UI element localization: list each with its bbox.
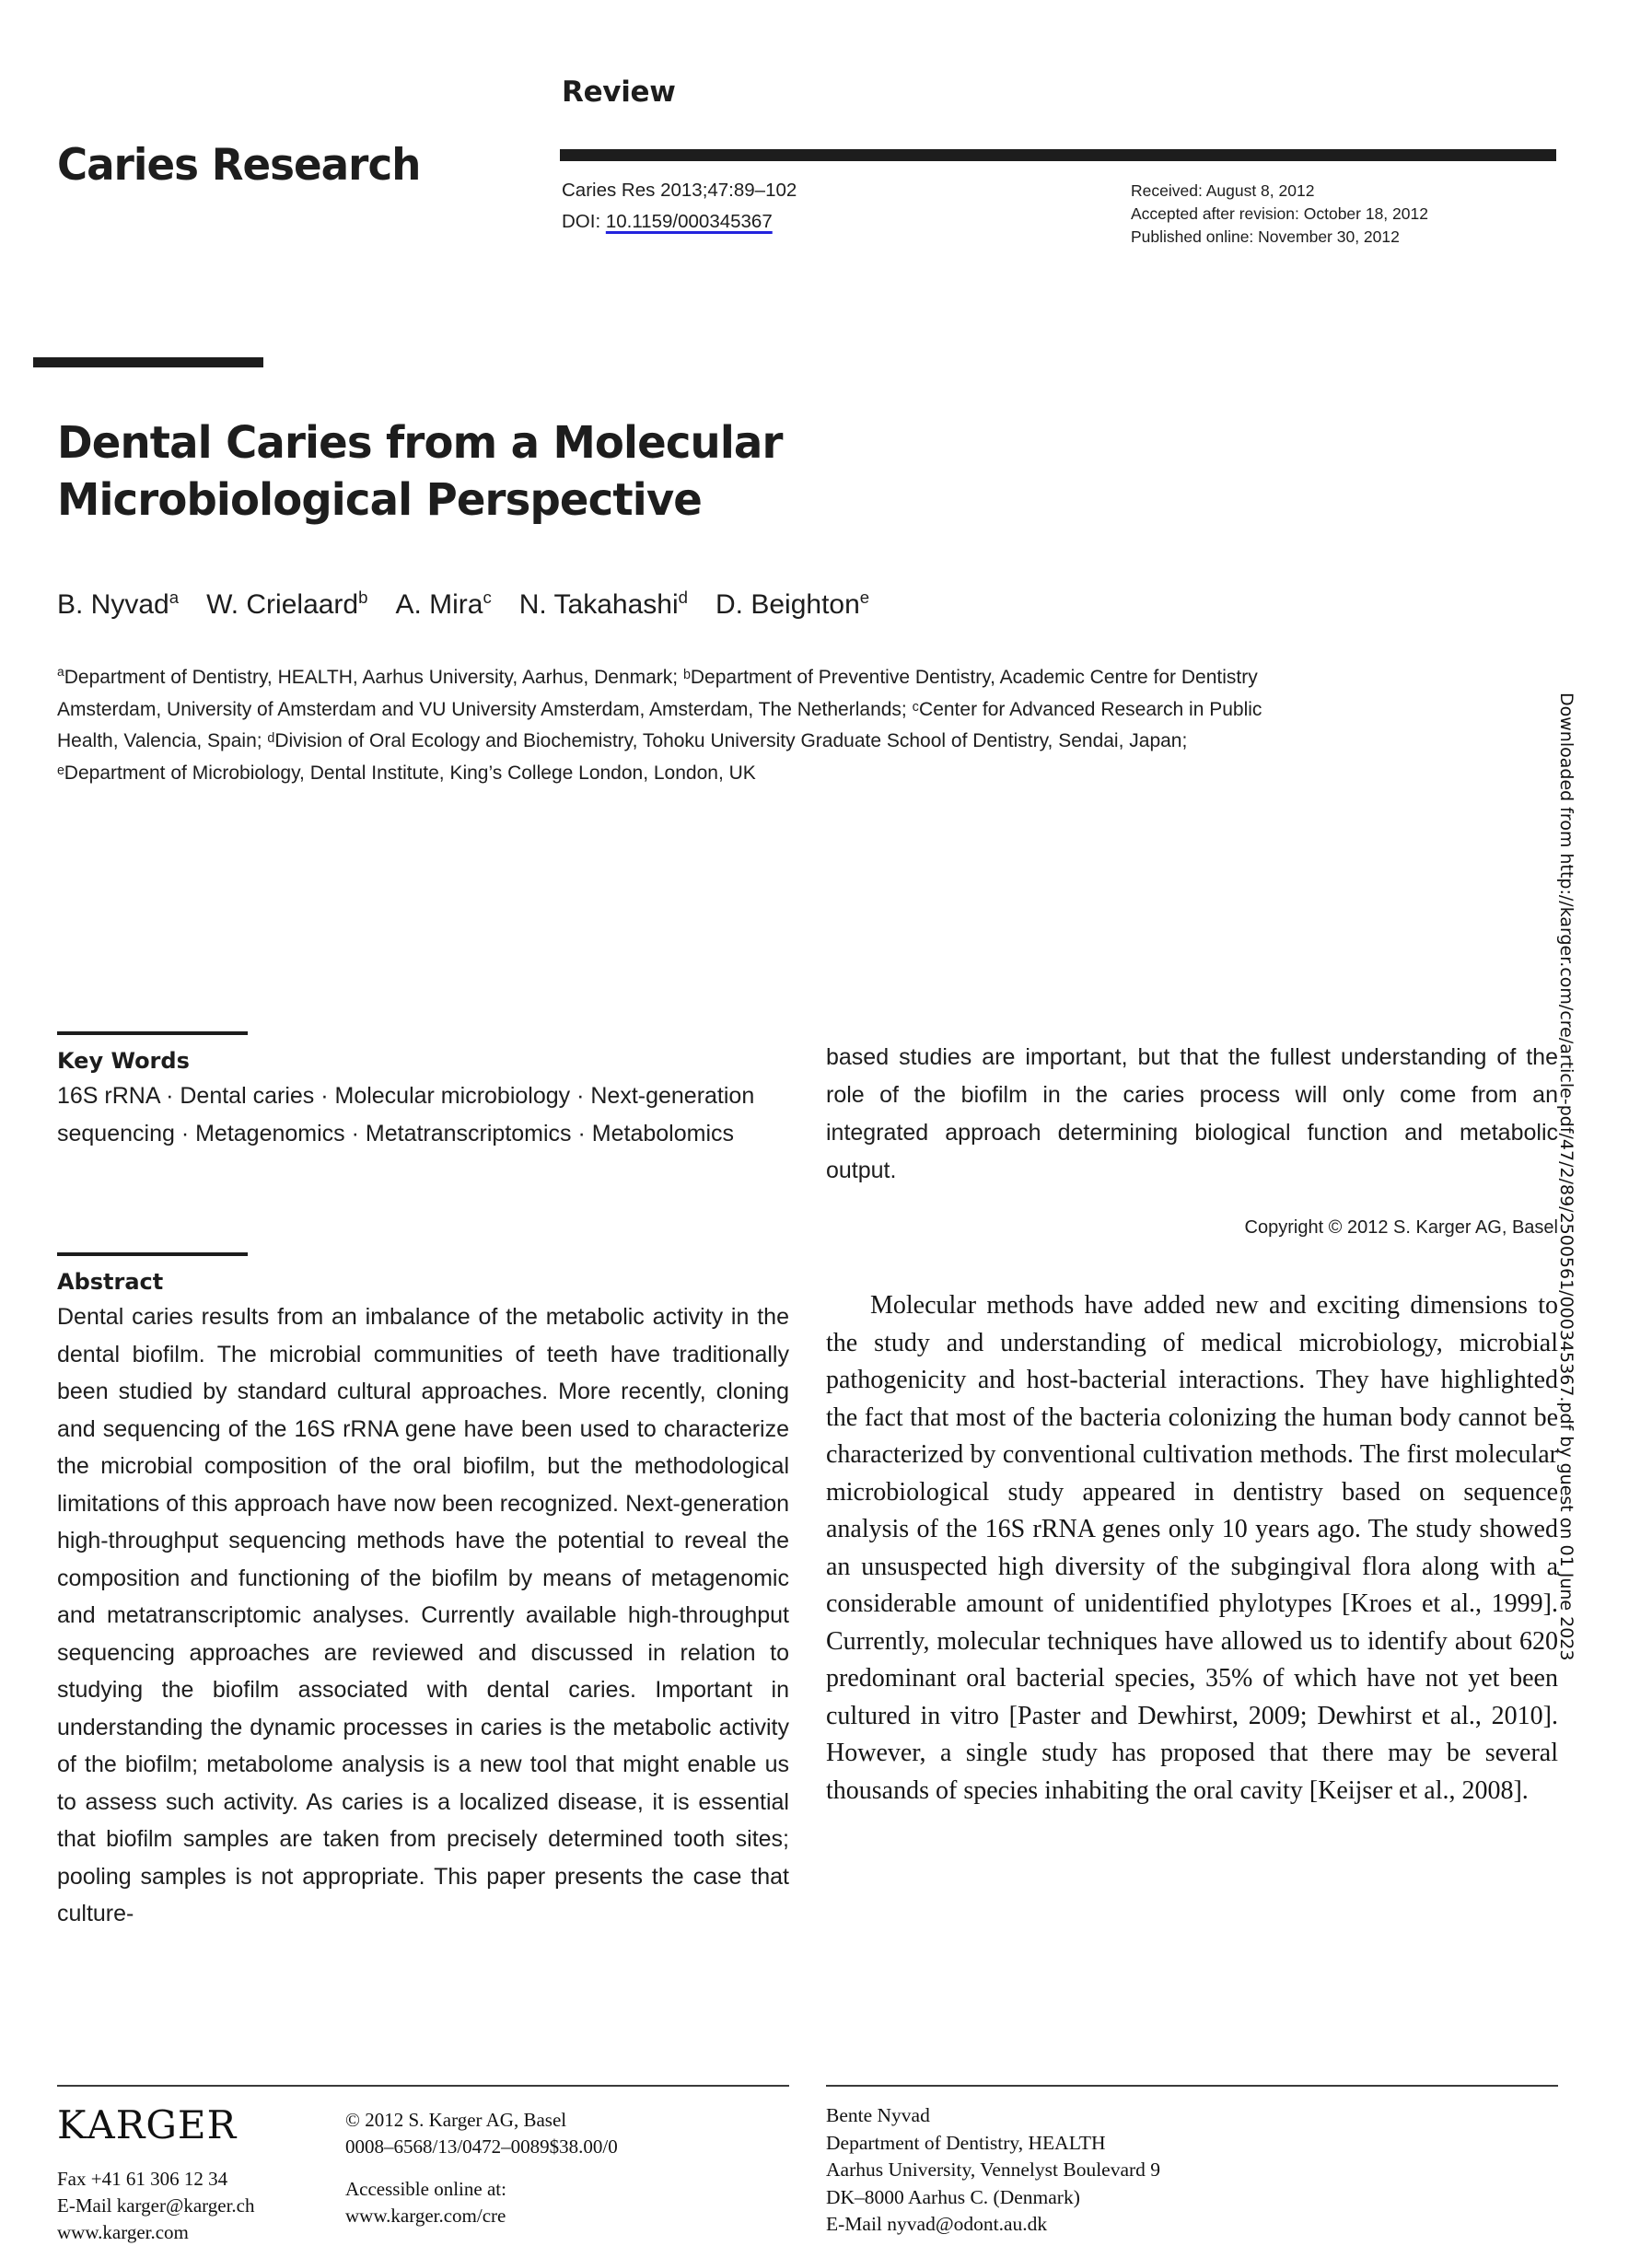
author-affiliation-marker: b [358,588,368,607]
publisher-contact-line: E-Mail karger@karger.ch [57,2194,255,2217]
corresponding-author-line: Aarhus University, Vennelyst Boulevard 9 [826,2159,1161,2181]
abstract-heading: Abstract [57,1269,164,1295]
author-name: D. Beighton$^e$ [715,588,870,620]
journal-masthead-title: Caries Research [57,140,421,191]
abstract-copyright-line: Copyright © 2012 S. Karger AG, Basel [1244,1217,1558,1238]
author-name: B. Nyvad$^a$ [57,588,180,620]
online-access-line: www.karger.com/cre [345,2205,506,2227]
introduction-block [826,1287,1558,1810]
affiliations-block: $^a$Department of Dentistry, HEALTH, Aarhus University, Aarhus, Denmark; ᵇDepartment of Preventive Dentistry, Academic Centre for Dentistry Amsterdam, University of Amsterdam and VU University Amsterdam, Amsterdam, The Netherlands; ᶜCenter for Advanced Research in Public Health, Valencia, Spain; ᵈDivision of Oral Ecology and Biochemistry, Tohoku University Graduate School of Dentistry, Sendai, Japan; ᵉDepartment of Microbiology, Dental Institute, King’s College London, London, UK [57,664,1262,784]
author-affiliation-marker: d [678,588,688,607]
doi-link[interactable]: 10.1159/000345367 [605,211,773,232]
published-date: Published online: November 30, 2012 [1131,227,1400,246]
keywords-heading: Key Words [57,1048,190,1074]
citation-block [562,177,797,236]
author-name: A. Mira$^c$ [395,588,492,620]
karger-logo [57,2102,237,2147]
abstract-continuation-text: based studies are important, but that the fullest understanding of the role of the biofilm in the caries process will only come from an integrated approach determining biological function and metabolic output. [826,1044,1558,1183]
author-affiliation-marker: a [169,588,180,607]
masthead-divider-rule [560,149,1556,161]
abstract-continuation-block [826,1039,1558,1239]
karger-logo-part-one: K [57,2102,87,2147]
doi-line [562,208,797,236]
abstract-divider-rule [57,1252,248,1256]
footer-divider-rule-left [57,2085,789,2087]
online-access-line: Accessible online at: [345,2178,506,2200]
corresponding-author-block [826,2102,1160,2239]
keywords-block [57,1031,789,1153]
doi-label: DOI: [562,211,606,232]
abstract-block [57,1252,789,1933]
corresponding-author-line: Bente Nyvad [826,2104,930,2126]
citation-line: Caries Res 2013;47:89–102 [562,180,797,201]
received-date: Received: August 8, 2012 [1131,181,1315,200]
page-title: Dental Caries from a Molecular Microbiological Perspective [57,417,783,527]
corresponding-author-line: Department of Dentistry, HEALTH [826,2131,1106,2154]
karger-logo-wedge-a: A [87,2102,116,2147]
article-type-label: Review [562,76,676,109]
footer-divider-rule-right [826,2085,1558,2087]
abstract-text: Dental caries results from an imbalance of the metabolic activity in the dental biofilm. The microbial communities of teeth have traditionally been studied by standard cultural approaches. More recently, cloning and sequencing of the 16S rRNA gene have been used to characterize the microbial composition of the oral biofilm, but the methodological limitations of this approach have now been recognized. Next-generation high-throughput sequencing methods have the potential to reveal the composition and functioning of the biofilm by means of metagenomic and metatranscriptomic analyses. Currently available high-throughput sequencing approaches are reviewed and discussed in relation to studying the biofilm associated with dental caries. Important in understanding the dynamic processes in caries is the metabolic activity of the biofilm; metabolome analysis is a new tool that might enable us to assess such activity. As caries is a localized disease, it is essential that biofilm samples are taken from precisely determined tooth sites; pooling samples is not appropriate. This paper presents the case that culture- [57,1304,789,1926]
author-affiliation-marker: c [483,588,492,607]
affiliation-marker: a [57,664,64,679]
introduction-text: Molecular methods have added new and exciting dimensions to the study and understanding of medical microbiology, microbial pathogenicity and host-bacterial interactions. They have highlighted the fact that most of the bacteria colonizing the human body cannot be characterized by conventional cultivation methods. The first molecular microbiological study appeared in dentistry based on sequence analysis of the 16S rRNA genes only 10 years ago. The study showed an unsuspected high diversity of the subgingival flora along with a considerable amount of unidentified phylotypes [Kroes et al., 1999]. Currently, molecular techniques have allowed us to identify about 620 predominant oral bacterial species, 35% of which have not yet been cultured in vitro [Paster and Dewhirst, 2009; Dewhirst et al., 2010]. However, a single study has proposed that there may be several thousands of species inhabiting the oral cavity [Keijser et al., 2008]. [826,1291,1558,1805]
publisher-contact-line: Fax +41 61 306 12 34 [57,2168,228,2190]
author-affiliation-marker: e [859,588,870,607]
keywords-divider-rule [57,1031,248,1035]
publication-dates-block [1131,180,1428,249]
publisher-contact-line: www.karger.com [57,2221,189,2243]
author-name: N. Takahashi$^d$ [518,588,688,620]
publisher-contact-block [57,2166,254,2246]
publisher-copyright-line: © 2012 S. Karger AG, Basel [345,2109,567,2131]
author-list [57,588,869,621]
karger-logo-part-two: RGER [115,2102,238,2147]
online-access-block[interactable] [345,2176,506,2229]
author-name: W. Crielaard$^b$ [206,588,368,620]
title-divider-rule [33,357,263,367]
publisher-copyright-block [345,2107,618,2160]
corresponding-author-line: E-Mail nyvad@odont.au.dk [826,2213,1048,2235]
publisher-copyright-line: 0008–6568/13/0472–0089$38.00/0 [345,2135,618,2158]
download-watermark-stamp: Downloaded from http://karger.com/cre/article-pdf/47/2/89/2500561/000345367.pdf by guest on 01 June 2023 [1556,692,1576,1661]
keywords-text: 16S rRNA · Dental caries · Molecular microbiology · Next-generation sequencing · Metagenomics · Metatranscriptomics · Metabolomics [57,1083,755,1146]
accepted-date: Accepted after revision: October 18, 2012 [1131,204,1428,223]
corresponding-author-line: DK–8000 Aarhus C. (Denmark) [826,2185,1080,2208]
